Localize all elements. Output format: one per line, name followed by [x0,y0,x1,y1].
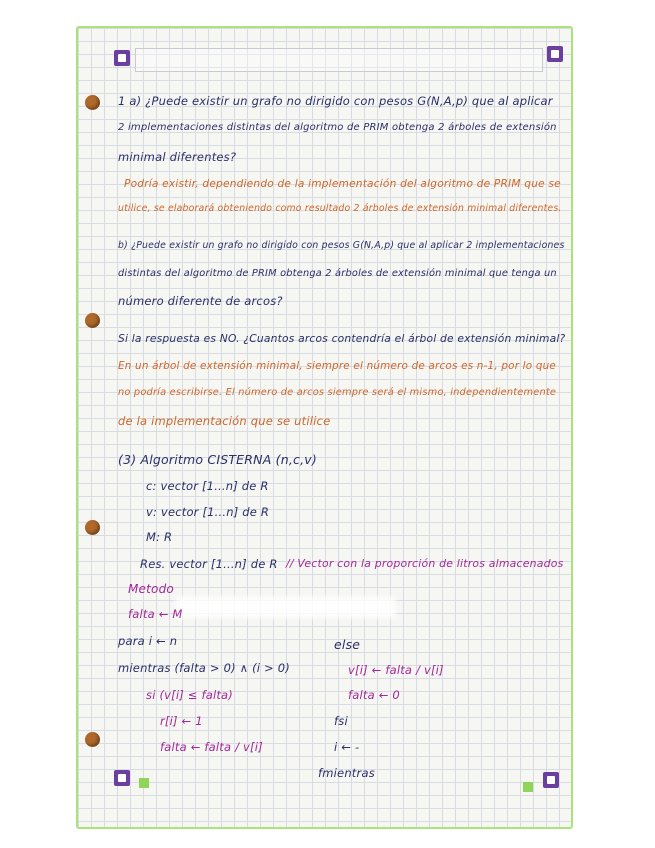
erased-area [176,596,396,618]
code-line: si (v[i] ≤ falta) [146,688,233,702]
code-line: falta ← M [128,607,183,621]
code-line: fmientras [318,766,375,780]
q1a-line: 1 a) ¿Puede existir un grafo no dirigido con pesos G(N,A,p) que al aplicar [118,94,553,108]
code-line: falta ← falta / v[i] [160,740,263,754]
corner-marker-bottom-right-icon [543,772,559,788]
code-line: falta ← 0 [348,688,400,702]
binder-hole [85,520,100,535]
q3-heading: (3) Algoritmo CISTERNA (n,c,v) [118,452,317,467]
code-line: mientras (falta > 0) ∧ (i > 0) [118,661,290,675]
code-line: para i ← n [118,634,178,648]
corner-marker-bottom-left-icon [114,770,130,786]
code-line: r[i] ← 1 [160,714,203,728]
q3-result-comment: // Vector con la proporción de litros almacenados [286,557,564,570]
corner-marker-top-left-icon [114,50,130,66]
q1a-line: 2 implementaciones distintas del algoritmo de PRIM obtenga 2 árboles de extensión [118,122,557,133]
q1b-line: número diferente de arcos? [118,294,283,308]
q3-result: Res. vector [1...n] de R [140,557,278,571]
q3-param: c: vector [1...n] de R [146,479,269,493]
code-line: fsi [334,714,348,728]
margin-square-icon [139,778,149,788]
q1b-line: b) ¿Puede existir un grafo no dirigido con pesos G(N,A,p) que al aplicar 2 implementaciones [118,240,565,251]
q3-param: M: R [146,530,173,544]
q1b-line: distintas del algoritmo de PRIM obtenga 2 árboles de extensión minimal que tenga un [118,268,557,279]
q1b-answer-line: de la implementación que se utilice [118,414,331,428]
margin-square-icon [523,782,533,792]
q3-param: v: vector [1...n] de R [146,505,270,519]
q1a-line: minimal diferentes? [118,150,237,164]
code-line: else [334,637,361,652]
q3-method-label: Metodo [128,582,174,596]
q1a-answer-line: utilice, se elaborará obteniendo como resultado 2 árboles de extensión minimal diferentes. [118,203,562,214]
code-line: v[i] ← falta / v[i] [348,663,444,677]
q1b-answer-line: no podría escribirse. El número de arcos siempre será el mismo, independientemente [118,387,557,398]
q1b-followup-question: Si la respuesta es NO. ¿Cuantos arcos contendría el árbol de extensión minimal? [118,332,566,345]
code-line: i ← - [334,740,360,754]
q1b-answer-line: En un árbol de extensión minimal, siempre el número de arcos es n-1, por lo que [118,360,557,372]
header-title-box [135,48,543,72]
binder-hole [85,732,100,747]
binder-hole [85,95,100,110]
binder-hole [85,313,100,328]
q1a-answer-line: Podría existir, dependiendo de la implementación del algoritmo de PRIM que se [124,178,561,190]
corner-marker-top-right-icon [547,46,563,62]
